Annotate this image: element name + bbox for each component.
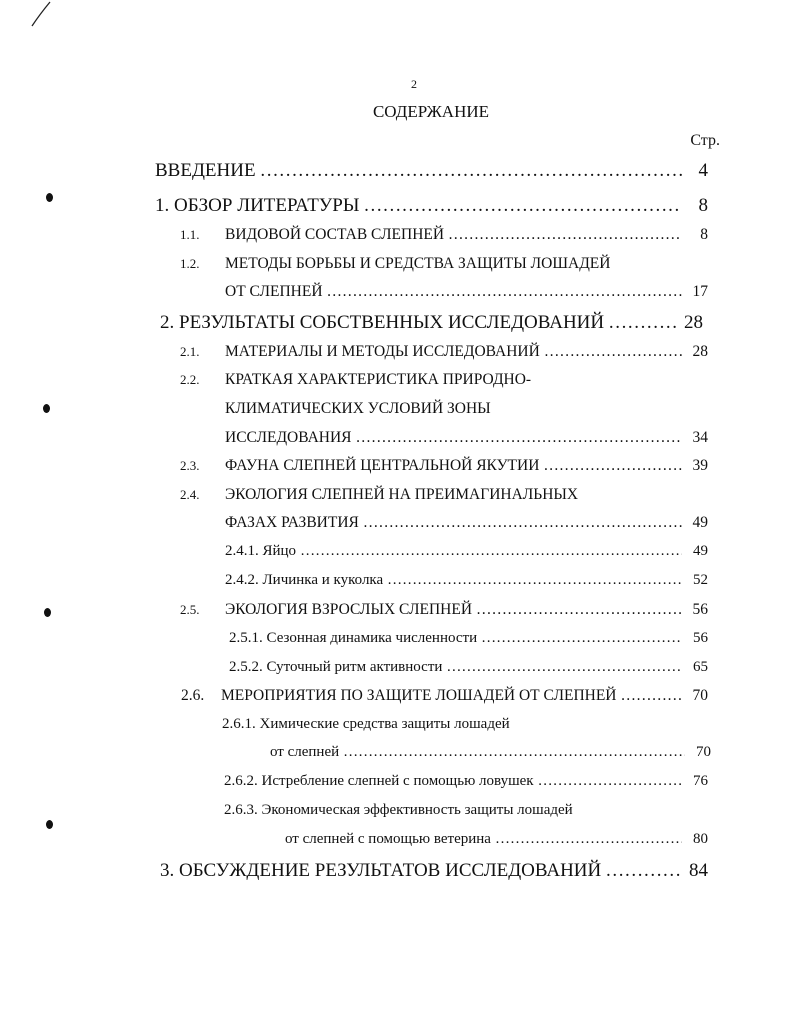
pen-mark — [28, 0, 58, 28]
toc-entry-page: 4 — [698, 160, 708, 181]
toc-entry-text: ВВЕДЕНИЕ — [155, 160, 256, 181]
toc-entry-number: 3. — [160, 860, 175, 881]
toc-entry-text: КЛИМАТИЧЕСКИХ УСЛОВИЙ ЗОНЫ — [225, 400, 491, 417]
toc-entry-continuation[interactable] — [285, 831, 708, 848]
toc-entry[interactable] — [180, 371, 708, 389]
toc-entry-number: 1.2. — [180, 256, 200, 271]
toc-entry-page: 28 — [692, 343, 708, 360]
leader-dots — [621, 687, 683, 705]
toc-entry-text: ОБЗОР ЛИТЕРАТУРЫ — [174, 195, 360, 216]
toc-entry-text: Яйцо — [262, 543, 297, 559]
toc-entry-number: 2.5. — [180, 602, 200, 617]
toc-entry[interactable] — [181, 687, 708, 705]
toc-entry-page: 8 — [700, 226, 708, 243]
toc-entry[interactable] — [180, 601, 708, 619]
toc-entry-text: Истребление слепней с помощью ловушек — [261, 773, 534, 789]
toc-entry-text: ЭКОЛОГИЯ ВЗРОСЛЫХ СЛЕПНЕЙ — [225, 601, 473, 618]
toc-entry[interactable] — [180, 255, 708, 273]
toc-entry[interactable] — [160, 312, 703, 334]
toc-entry[interactable] — [155, 195, 708, 217]
toc-entry[interactable] — [180, 486, 708, 504]
leader-dots — [544, 343, 682, 361]
toc-entry-number: 2.4.2. — [225, 572, 259, 588]
toc-entry-text: МАТЕРИАЛЫ И МЕТОДЫ ИССЛЕДОВАНИЙ — [225, 343, 540, 360]
leader-dots — [356, 429, 682, 447]
leader-dots — [538, 773, 682, 790]
leader-dots — [476, 601, 682, 619]
leader-dots — [363, 195, 682, 217]
toc-entry-text: МЕТОДЫ БОРЬБЫ И СРЕДСТВА ЗАЩИТЫ ЛОШАДЕЙ — [225, 255, 611, 272]
toc-entry[interactable] — [229, 630, 708, 647]
toc-entry-page: 70 — [696, 744, 711, 760]
toc-entry-number: 2.6.2. — [224, 773, 258, 789]
punch-hole-mark — [44, 608, 51, 617]
punch-hole-mark — [43, 404, 50, 413]
toc-entry-number: 1.1. — [180, 227, 200, 242]
toc-entry-page: 70 — [692, 687, 708, 704]
toc-entry-continuation[interactable] — [225, 283, 708, 301]
toc-entry-page: 65 — [693, 659, 708, 675]
leader-dots — [260, 160, 682, 182]
toc-entry-page: 28 — [684, 312, 703, 333]
toc-entry-page: 56 — [693, 630, 708, 646]
leader-dots — [446, 659, 682, 676]
toc-entry-text: ОТ СЛЕПНЕЙ — [225, 283, 323, 300]
toc-entry-text: Химические средства защиты лошадей — [259, 716, 510, 732]
toc-entry-text: от слепней — [270, 744, 340, 760]
page-column-label: Стр. — [690, 132, 720, 149]
toc-entry-page: 39 — [692, 457, 708, 474]
toc-entry-text: от слепней с помощью ветерина — [285, 831, 491, 847]
toc-entry-text: ФАЗАХ РАЗВИТИЯ — [225, 514, 359, 531]
punch-hole-mark — [46, 820, 53, 829]
toc-entry-number: 2.6.3. — [224, 802, 258, 818]
leader-dots — [300, 543, 682, 560]
page-title: СОДЕРЖАНИЕ — [372, 102, 490, 121]
toc-entry-number: 2.5.1. — [229, 630, 263, 646]
toc-entry-text: КРАТКАЯ ХАРАКТЕРИСТИКА ПРИРОДНО- — [225, 371, 532, 388]
toc-entry-page: 80 — [693, 831, 708, 847]
leader-dots — [495, 831, 682, 848]
toc-entry[interactable] — [224, 802, 708, 819]
toc-entry-text: ИССЛЕДОВАНИЯ — [225, 429, 352, 446]
toc-entry-text: Личинка и куколка — [262, 572, 384, 588]
toc-entry[interactable] — [180, 226, 708, 244]
toc-entry-continuation[interactable] — [225, 514, 708, 532]
toc-entry[interactable] — [180, 457, 708, 475]
toc-entry-continuation[interactable] — [270, 744, 711, 761]
toc-entry-number: 2. — [160, 312, 175, 333]
page-number: 2 — [411, 77, 417, 91]
toc-entry-continuation[interactable] — [225, 429, 708, 447]
leader-dots — [343, 744, 685, 761]
leader-dots — [387, 572, 682, 589]
toc-entry-number: 1. — [155, 195, 170, 216]
toc-entry[interactable] — [222, 716, 708, 733]
toc-entry-page: 34 — [692, 429, 708, 446]
toc-entry-number: 2.1. — [180, 344, 200, 359]
leader-dots — [605, 860, 682, 882]
toc-entry-text: ФАУНА СЛЕПНЕЙ ЦЕНТРАЛЬНОЙ ЯКУТИИ — [225, 457, 540, 474]
leader-dots — [448, 226, 682, 244]
toc-entry-number: 2.4. — [180, 487, 200, 502]
toc-entry-text: ОБСУЖДЕНИЕ РЕЗУЛЬТАТОВ ИССЛЕДОВАНИЙ — [179, 860, 602, 881]
toc-entry-page: 49 — [693, 543, 708, 559]
toc-entry-number: 2.4.1. — [225, 543, 259, 559]
toc-entry-text: РЕЗУЛЬТАТЫ СОБСТВЕННЫХ ИССЛЕДОВАНИЙ — [179, 312, 605, 333]
leader-dots — [327, 283, 682, 301]
toc-entry[interactable] — [180, 343, 708, 361]
toc-entry[interactable] — [229, 659, 708, 676]
toc-entry-page: 52 — [693, 572, 708, 588]
toc-entry-number: 2.6. — [181, 687, 205, 704]
toc-entry[interactable] — [225, 572, 708, 589]
toc-entry-text: ВИДОВОЙ СОСТАВ СЛЕПНЕЙ — [225, 226, 445, 243]
leader-dots — [608, 312, 677, 334]
toc-entry-page: 17 — [692, 283, 708, 300]
toc-entry-page: 84 — [689, 860, 708, 881]
toc-entry[interactable] — [160, 860, 708, 882]
leader-dots — [543, 457, 682, 475]
toc-entry-number: 2.5.2. — [229, 659, 263, 675]
toc-entry-page: 8 — [698, 195, 708, 216]
toc-entry-text: ЭКОЛОГИЯ СЛЕПНЕЙ НА ПРЕИМАГИНАЛЬНЫХ — [225, 486, 579, 503]
toc-entry-page: 49 — [692, 514, 708, 531]
toc-entry-page: 76 — [693, 773, 708, 789]
toc-entry[interactable] — [225, 543, 708, 560]
punch-hole-mark — [46, 193, 53, 202]
toc-entry-text: Экономическая эффективность защиты лошадей — [261, 802, 573, 818]
toc-entry[interactable] — [224, 773, 708, 790]
toc-entry-continuation[interactable] — [225, 400, 708, 418]
leader-dots — [481, 630, 682, 647]
toc-entry-text: МЕРОПРИЯТИЯ ПО ЗАЩИТЕ ЛОШАДЕЙ ОТ СЛЕПНЕЙ — [221, 687, 617, 704]
toc-entry-number: 2.3. — [180, 458, 200, 473]
toc-entry[interactable] — [155, 160, 708, 182]
leader-dots — [363, 514, 682, 532]
toc-entry-page: 56 — [692, 601, 708, 618]
toc-entry-number: 2.6.1. — [222, 716, 256, 732]
toc-entry-number: 2.2. — [180, 372, 200, 387]
toc-entry-text: Сезонная динамика численности — [266, 630, 478, 646]
toc-entry-text: Суточный ритм активности — [266, 659, 443, 675]
